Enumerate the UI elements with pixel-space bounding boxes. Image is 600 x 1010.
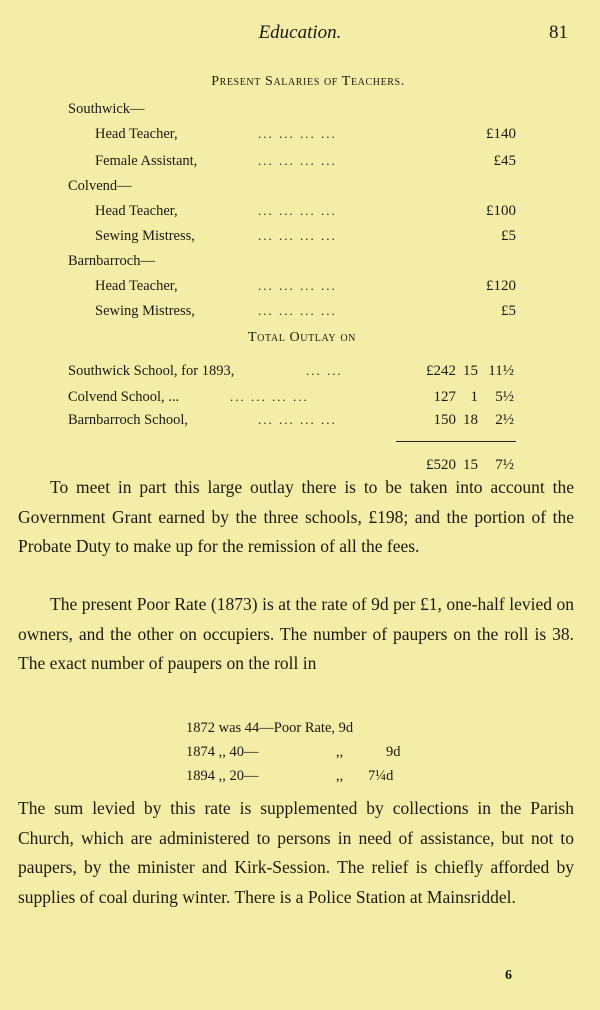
- dot-leader: ... ... ... ...: [258, 126, 337, 141]
- paragraph-poor-rate: The present Poor Rate (1873) is at the rate of 9d per £1, one-half levied on owners, and the other on occupiers. The number of paupers on the roll is 38. The exact number of paupers on the roll in: [18, 594, 574, 673]
- salary-label: Head Teacher,: [95, 203, 178, 219]
- dot-leader: ... ... ... ...: [230, 389, 309, 404]
- salary-amount: £5: [501, 228, 516, 244]
- salary-row: [95, 276, 178, 296]
- outlay-shillings: 18: [463, 412, 478, 428]
- group-southwick: Southwick—: [68, 101, 145, 117]
- outlay-pence: 11½: [488, 363, 514, 379]
- dot-leader: ... ... ... ...: [258, 412, 337, 427]
- salary-amount: £120: [486, 278, 516, 294]
- outlay-row-amounts: [0, 410, 600, 430]
- dot-leader: ... ... ... ...: [258, 203, 337, 218]
- salary-row: [95, 201, 178, 221]
- salary-label: Female Assistant,: [95, 153, 198, 169]
- dot-leader: ... ... ... ...: [258, 153, 337, 168]
- page-header: [0, 22, 600, 46]
- page-number: 81: [549, 22, 568, 43]
- outlay-pence: 2½: [495, 412, 514, 428]
- outlay-pounds: 150: [433, 412, 456, 428]
- group-colvend: Colvend—: [68, 178, 132, 194]
- running-title: Education.: [258, 22, 342, 43]
- sum-rule: [396, 441, 516, 442]
- salary-row: [95, 226, 195, 246]
- poor-rate-value: 7¼d: [368, 768, 394, 784]
- salary-amount: £100: [486, 203, 516, 219]
- outlay-row-label: Barnbarroch School,: [68, 412, 188, 428]
- paragraph-outlay-funding: To meet in part this large outlay there is to be taken into account the Government Grant earned by the three schools, £198; and the portion of the Probate Duty to make up for the remission of all the fees.: [18, 477, 574, 556]
- dot-leader: ... ... ... ...: [258, 303, 337, 318]
- ditto-mark: ,,: [336, 768, 344, 784]
- poor-rate-row: 1872 was 44—Poor Rate, 9d: [186, 720, 354, 736]
- outlay-row-label: Southwick School, for 1893,: [68, 363, 235, 379]
- outlay-row-amounts: [0, 361, 600, 381]
- outlay-shillings: 1: [470, 389, 478, 405]
- total-pounds: £520: [426, 457, 456, 473]
- outlay-row-label: Colvend School, ...: [68, 389, 180, 405]
- poor-rate-year: 1874 ,, 40—: [186, 744, 259, 760]
- dot-leader: ... ... ... ...: [258, 228, 337, 243]
- paragraph-relief: The sum levied by this rate is supplemented by collections in the Parish Church, which are administered to persons in need of assistance, but not to paupers, by the minister and Kirk-Session. The relief is chiefly afforded by supplies of coal during winter. There is a Police Station at Mainsriddel.: [18, 798, 574, 907]
- outlay-pounds: 127: [433, 389, 456, 405]
- salary-amount: £5: [501, 303, 516, 319]
- outlay-heading: Total Outlay on: [248, 330, 356, 345]
- salary-amount: £140: [486, 126, 516, 142]
- poor-rate-row: [186, 742, 259, 762]
- salary-label: Sewing Mistress,: [95, 303, 195, 319]
- salary-row: [95, 124, 178, 144]
- outlay-pence: 5½: [495, 389, 514, 405]
- dot-leader: ... ... ... ...: [258, 278, 337, 293]
- outlay-pounds: £242: [426, 363, 456, 379]
- salary-row: [95, 301, 195, 321]
- salary-label: Head Teacher,: [95, 126, 178, 142]
- salaries-heading: Present Salaries of Teachers.: [211, 74, 405, 89]
- salary-row: [95, 151, 197, 171]
- outlay-row-amounts: [0, 387, 600, 407]
- ditto-mark: ,,: [336, 744, 344, 760]
- total-pence: 7½: [495, 457, 514, 473]
- total-shillings: 15: [463, 457, 478, 473]
- salary-amount: £45: [493, 153, 516, 169]
- salary-label: Head Teacher,: [95, 278, 178, 294]
- dot-leader: ... ...: [306, 363, 343, 378]
- poor-rate-year: 1894 ,, 20—: [186, 768, 259, 784]
- group-barnbarroch: Barnbarroch—: [68, 253, 155, 269]
- salary-label: Sewing Mistress,: [95, 228, 195, 244]
- outlay-total: [0, 455, 600, 475]
- signature-mark: 6: [505, 968, 512, 983]
- outlay-shillings: 15: [463, 363, 478, 379]
- poor-rate-value: 9d: [386, 744, 401, 760]
- poor-rate-row: [186, 766, 259, 786]
